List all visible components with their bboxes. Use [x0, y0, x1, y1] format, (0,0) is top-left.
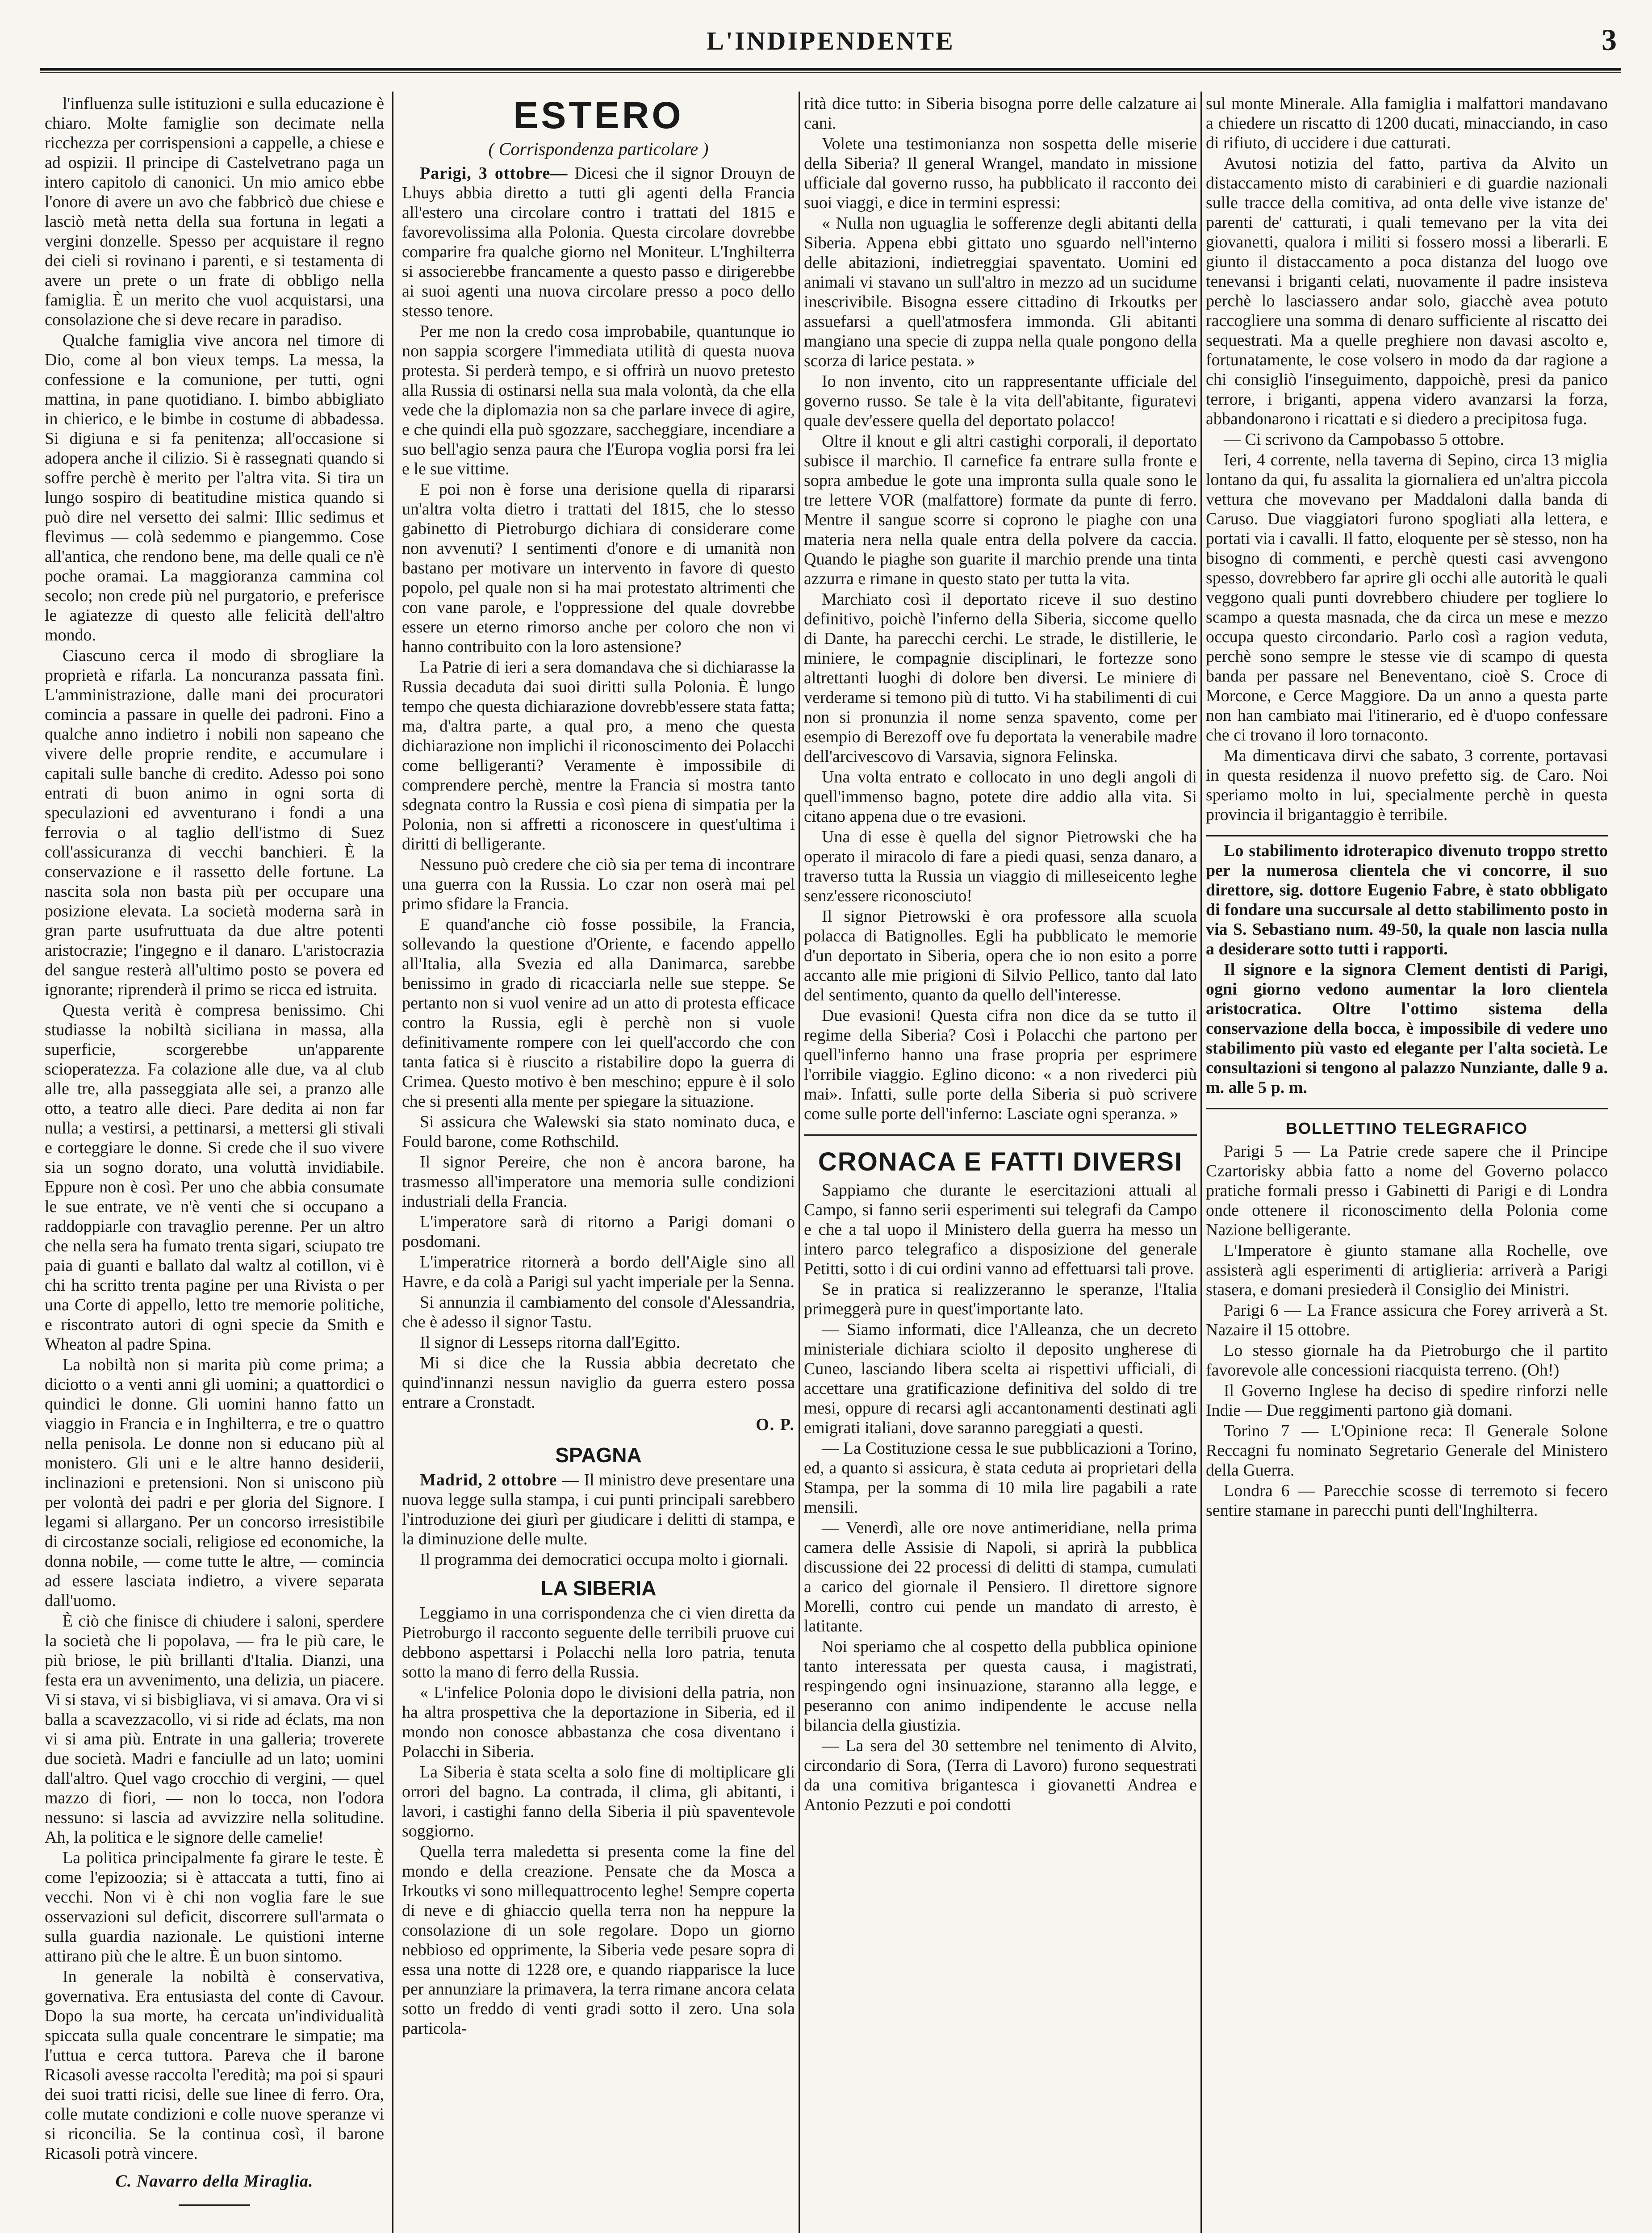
article-paragraph: Il programma dei democratici occupa molto i giornali. [420, 1550, 789, 1569]
article-paragraph: Volete una testimonianza non sospetta delle miserie della Siberia? Il general Wrangel, mandato in missione ufficiale dal governo russo, ha pubblicato il racconto dei suoi viaggi, e dice in termini espressi: [804, 134, 1197, 212]
column-rule [799, 92, 800, 2233]
article-paragraph: — Siamo informati, dice l'Alleanza, che un decreto ministeriale dichiara sciolto il deposito ungherese di Cuneo, lasciando libera scelta ai rispettivi ufficiali, di accettare una gratificazione definitiva del soldo di tre mesi, oppure di recarsi agli accantonamenti destinati agli emigrati italiani, dove saranno pareggiati a questi. [804, 1320, 1197, 1437]
article-paragraph: l'influenza sulle istituzioni e sulla educazione è chiaro. Molte famiglie son decimate nella ricchezza per corrispensioni a cappelle, a chiese e ad ospizii. Il principe di Castelvetrano paga un intero capitolo di canonici. Un mio amico ebbe l'onore di avere un avo che fabbricò due chiese e lasciò metà netta della sua fortuna in legati a vergini donzelle. Spesso per acquistare il regno dei cieli si rovinano i parenti, e si testamenta di avere un prete o un frate di obbligo nella famiglia. È un merito che vuol acquistarsi, una consolazione che si deve recare in paradiso. [45, 94, 384, 329]
article-paragraph: « L'infelice Polonia dopo le divisioni della patria, non ha altra prospettiva che la deportazione in Siberia, ed il mondo non conosce abbastanza che cosa diventano i Polacchi in Siberia. [402, 1683, 795, 1761]
article-author: C. Navarro della Miraglia. [115, 2172, 314, 2191]
article-paragraph: Questa verità è compresa benissimo. Chi studiasse la nobiltà siciliana in massa, alla superficie, scorgerebbe un'apparente scioperatezza. Fa colazione alle due, va al club alle tre, alla passeggiata alle sei, a pranzo alle otto, a teatro alle dieci. Pare dedita ai non far nulla; a vestirsi, a pettinarsi, a mettersi gli stivali e corteggiare le donne. Si crede che il suo vivere sia un sogno dorato, una voluttà invidiabile. Eppure non è così. Per uno che abbia consumate le sue entrate, ve n'è venti che si occupano a raddoppiarle con travaglio perenne. Per un altro che nella sera ha fumato trenta sigari, sciupato tre paia di guanti e ballato dal waltz al cotillon, vi è chi ha scritto trenta pagine per una Rivista o per una Corte di appello, letto tre memorie politiche, e riscontrato autori di ogni specie da Smith e Wheaton al padre Spina. [45, 1001, 384, 1354]
article-paragraph: Io non invento, cito un rappresentante ufficiale del governo russo. Se tale è la vita dell'abitante, figuratevi quale dev'essere quella del deportato polacco! [804, 372, 1197, 430]
article-paragraph: Se in pratica si realizzeranno le speranze, l'Italia primeggerà pure in quest'importante lato. [804, 1280, 1197, 1318]
article-paragraph: Si assicura che Walewski sia stato nominato duca, e Fould barone, come Rothschild. [402, 1112, 795, 1151]
dateline-madrid [402, 1470, 795, 1549]
article-paragraph: Sappiamo che durante le esercitazioni attuali al Campo, si fanno serii esperimenti sui telegrafi da Campo e che a tal uopo il Ministero della guerra ha messo un intero parco telegrafico a disposizione del generale Petitti, sotto i di cui ordini vanno ad effettuarsi tali prove. [804, 1181, 1197, 1278]
telegram-paragraph: Torino 7 — L'Opinione reca: Il Generale Solone Reccagni fu nominato Segretario Generale del Ministero della Guerra. [1206, 1422, 1608, 1480]
article-paragraph: In generale la nobiltà è conservativa, governativa. Era entusiasta del conte di Cavour. Dopo la sua morte, ha cercata un'individualità spiccata sulla quale concentrare le simpatie; ma l'uttua e cerca tuttora. Pareva che il barone Ricasoli avesse raccolta l'eredità; ma poi si spauri dei suoi tratti ricisi, delle sue linee di ferro. Ora, colle mutate condizioni e colle nuove speranze vi si riconcilia. Se la continua così, il barone Ricasoli potrà vincere. [45, 1967, 384, 2163]
article-paragraph: La nobiltà non si marita più come prima; a diciotto o a venti anni gli uomini; a quattordici o quindici le donne. Gli uomini hanno fatto un viaggio in Francia e in Inghilterra, e tre o quattro nella penisola. Le donne non si educano più al monistero. Gli uni e le altre hanno desiderii, inclinazioni e pretensioni. Non si uniscono più per volontà dei padri e per gloria del Signore. I legami si allargano. Per un concorso irresistibile di circostanze sociali, religiose ed economiche, la donna nobile, — come tutte le altre, — comincia ad essere lasciata indietro, a vivere separata dall'uomo. [45, 1355, 384, 1610]
article-paragraph: La Patrie di ieri a sera domandava che si dichiarasse la Russia decaduta dai suoi diritti sulla Polonia. È lungo tempo che questa dichiarazione dovrebb'essere stata fatta; ma, d'altra parte, a qual pro, a meno che questa dichiarazione non implichi il riconoscimento dei Polacchi come belligeranti? Veramente è impossibile di comprendere perchè, mentre la Francia si mostra tanto sdegnata contro la Russia e così piena di simpatia per la Polonia, non si affretti a riconoscere in quest'ultima i diritti di belligerante. [402, 658, 795, 853]
notice-paragraph: Il signore e la signora Clement dentisti di Parigi, ogni giorno vedono aumentar la loro clientela aristocratica. Oltre l'ottimo sistema della conservazione della bocca, è impossibile di vedere uno stabilimento più vasto ed elegante per l'alta società. Le consultazioni si tengono al palazzo Nunziante, dalle 9 a. m. alle 5 p. m. [1206, 960, 1608, 1097]
section-subtitle: ( Corrispondenza particolare ) [488, 139, 709, 159]
article-paragraph: rità dice tutto: in Siberia bisogna porre delle calzature ai cani. [804, 94, 1197, 133]
article-paragraph: Il ministro deve presentare una nuova legge sulla stampa, i cui punti principali sarebbero l'introduzione dei giurì per giudicare i delitti di stampa, e la diminuzione delle multe. [402, 1471, 795, 1548]
column-2-estero [402, 94, 795, 2233]
article-paragraph: — Venerdì, alle ore nove antimeridiane, nella prima camera delle Assisie di Napoli, si aprirà la pubblica discussione dei 22 processi di delitti di stampa, cumulati a carico del giornale il Pensiero. Il direttore signore Morelli, contro cui pende un mandato di arresto, è latitante. [804, 1518, 1197, 1635]
article-paragraph: — La sera del 30 settembre nel tenimento di Alvito, circondario di Sora, (Terra di Lavoro) furono sequestrati da una comitiva brigantesca i giovanetti Andrea e Antonio Pezzuti e poi condotti [804, 1736, 1197, 1814]
telegram-paragraph: Lo stesso giornale ha da Pietroburgo che il partito favorevole alle concessioni riacquista terreno. (Oh!) [1206, 1341, 1608, 1380]
article-paragraph: Mi si dice che la Russia abbia decretato che quind'innanzi nessun naviglio da guerra estero possa entrare a Cronstadt. [402, 1354, 795, 1412]
column-4-cronaca-bollettino [1206, 94, 1608, 2233]
article-paragraph: È ciò che finisce di chiudere i saloni, sperdere la società che li popolava, — fra le più care, le più briose, le più brillanti d'Italia. Dianzi, una festa era un avvenimento, una delizia, un piacere. Vi si stava, vi si bisbigliava, vi si amava. Ora vi si balla a scavezzacollo, vi si ride ad éclats, ma non vi si ama più. Entrate in una galleria; troverete due società. Madri e fanciulle ad un lato; uomini dall'altro. Quel vago crocchio di vergini, — quel mazzo di fiori, — non lo tocca, non l'odora nessuno: si lascia ad avvizzire nella solitudine. Ah, la politica e le signore delle camelie! [45, 1612, 384, 1847]
column-1-nobilta-article [45, 94, 384, 2233]
article-paragraph: Ma dimenticava dirvi che sabato, 3 corrente, portavasi in questa residenza il nuovo prefetto sig. de Caro. Noi speriamo molto in lui, specialmente perchè in questa provincia il brigantaggio è terribile. [1206, 746, 1608, 824]
section-title-siberia: LA SIBERIA [540, 1576, 657, 1600]
article-paragraph: « Nulla non uguaglia le sofferenze degli abitanti della Siberia. Appena ebbi gittato uno sguardo nell'interno delle abitazioni, indietreggiai spaventato. Uomini ed animali vi stavano un sull'altro in mezzo ad un sucidume inescrivibile. Bisogna essere cittadino di Irkoutks per assuefarsi a quell'atmosfera immonda. Gli abitanti mangiano una specie di zuppa nella quale pongono della scorza di larice pestata. » [804, 214, 1197, 370]
article-paragraph: Nessuno può credere che ciò sia per tema di incontrare una guerra con la Russia. Lo czar non oserà mai pel primo sfidare la Francia. [402, 855, 795, 913]
column-rule [1200, 92, 1202, 2233]
article-paragraph: Dicesi che il signor Drouyn de Lhuys abbia diretto a tutti gli agenti della Francia all'estero una circolare contro i trattati del 1815 e favorevolissima alla Polonia. Questa circolare dovrebbe comparire fra qualche giorno nel Moniteur. L'Inghilterra si associerebbe francamente a questo passo e dirigerebbe ai suoi agenti una nuova circolare presso a poco dello stesso tenore. [402, 164, 795, 320]
article-paragraph: Due evasioni! Questa cifra non dice da se tutto il regime della Siberia? Così i Polacchi che partono per quell'inferno hanno una frase propria per esprimere l'orribile viaggio. Eglino dicono: « a non rivederci più mai». Infatti, sulle porte della Siberia si può scrivere come sulle porte dell'inferno: Lasciate ogni speranza. » [804, 1006, 1197, 1123]
article-signature: O. P. [756, 1415, 795, 1434]
article-paragraph: L'imperatore sarà di ritorno a Parigi domani o posdomani. [402, 1213, 795, 1251]
article-paragraph: La politica principalmente fa girare le teste. È come l'epizoozia; si è attaccata a tutti, fino ai vecchi. Non vi è chi non voglia fare le sue osservazioni sul deficit, discorrere sull'armata o sulla guardia nazionale. Le quistioni interne attirano più che le altre. È un buon sintomo. [45, 1848, 384, 1965]
article-paragraph: Ciascuno cerca il modo di sbrogliare la proprietà e rifarla. La noncuranza passata finì. L'amministrazione, dalle mani dei procuratori comincia a passare in quelle dei padroni. Fino a qualche anno indietro i nobili non sapeano che vivere delle proprie rendite, e accumulare i capitali sulle banche di credito. Adesso poi sono entrati di buon animo in ogni sorta di speculazioni ed avventurano i fondi a una ferrovia o al taglio dell'istmo di Suez coll'assicuranza di vecchi banchieri. È la conservazione e il rassetto delle fortune. La nascita sola non basta più per occupare una posizione elevata. La società moderna sarà in gran parte usufruttuata da due altre potenti aristocrazie; l'ingegno e il danaro. L'aristocrazia del sangue resterà all'ultimo posto se povera ed ignorante; riprenderà il primo se ricca ed istruita. [45, 646, 384, 999]
masthead-title: L'INDIPENDENTE [707, 26, 955, 55]
dateline-label: Madrid, 2 ottobre — [420, 1471, 580, 1489]
article-paragraph: Il signor Pereire, che non è ancora barone, ha trasmesso all'imperatore una memoria sulle condizioni industriali della Francia. [402, 1153, 795, 1211]
article-paragraph: sul monte Minerale. Alla famiglia i malfattori mandavano a chiedere un riscatto di 1200 ducati, minacciando, in caso di rifiuto, di uccidere i due catturati. [1206, 94, 1608, 152]
article-paragraph: Ieri, 4 corrente, nella taverna di Sepino, circa 13 miglia lontano da qui, fu assalita la giornaliera ed un'altra piccola vettura che movevano per Maddaloni dalla banda di Caruso. Due viaggiatori furono spogliati alla lettera, e portati via i cavalli. Il fatto, eloquente per sè stesso, non ha bisogno di commenti, e perchè questi casi avvengono spesso, dovrebbero far aprire gli occhi alle autorità le quali veggono quali punti dovrebbero chiudere per togliere lo scampo a questa masnada, che da circa un mese e mezzo occupa questo circondario. Parlo così a ragion veduta, perchè sono sempre le stesse vie di scampo di questa banda per passare nel Beneventano, cioè S. Croce di Morcone, e Cerce Maggiore. Da un anno a questa parte non han cambiato mai l'itinerario, ed è d'uopo confessare che ci trovano il loro tornaconto. [1206, 451, 1608, 744]
article-paragraph: Il signor Pietrowski è ora professore alla scuola polacca di Batignolles. Egli ha pubblicato le memorie d'un deportato in Siberia, opera che io non esito a porre accanto alle mie prigioni di Silvio Pellico, tanto dal lato del sentimento, quanto da quello dell'interesse. [804, 907, 1197, 1004]
article-paragraph: Una volta entrato e collocato in uno degli angoli di quell'immenso bagno, potete dire addio alla vita. Si citano appena due o tre evasioni. [804, 768, 1197, 826]
section-divider [804, 1134, 1197, 1136]
article-paragraph: Qualche famiglia vive ancora nel timore di Dio, come al bon vieux temps. La messa, la confessione e la comunione, per tutti, ogni mattina, in pane quotidiano. I. bimbo abbigliato in chierico, e le bimbe in costume di abbadessa. Si digiuna e si fa penitenza; all'occasione si adopera anche il cilizio. Si è rassegnati quando si soffre perchè è merito per l'altra vita. Si tira un lungo sospiro di beatitudine misticа quando si può dire nel versetto dei salmi: Illic sedimus et flevimus — colà sedemmo e piangemmo. Cose all'antica, che rendono bene, ma delle quali ce n'è poche oramai. La maggioranza cammina col secolo; non crede più nel purgatorio, e preferisce le agiatezze di questo alle felicità dell'altro mondo. [45, 331, 384, 644]
page-number: 3 [1602, 23, 1617, 57]
telegram-paragraph: Parigi 5 — La Patrie crede sapere che il Principe Czartorisky abbia fatto a nome del Governo polacco pratiche formali presso i Gabinetti di Parigi e di Londra onde ottenere il riconoscimento della Polonia come Nazione belligerante. [1206, 1142, 1608, 1239]
column-3-siberia-cronaca [804, 94, 1197, 2233]
article-paragraph: Avutosi notizia del fatto, partiva da Alvito un distaccamento misto di carabinieri e di guardie nazionali sulle tracce della comitiva, ad onta delle vive istanze de' parenti de' catturati, i quali temevano per la vita dei giovanetti, qualora i militi si fossero mossi a liberarli. E giunto il distaccamento a poca distanza del luogo ove tenevansi i briganti celati, nuovamente il padre insisteva perchè lo lasciassero andar solo, giacchè avea potuto raccogliere una somma di denaro sufficiente al riscatto dei sequestrati. Ma a quelle preghiere non davasi ascolto e, fortunatamente, le cose volsero in modo da dar ragione a chi consigliò l'inseguimento, dappoichè, presi da panico terrore, i briganti, appena videro avanzarsi la forza, abbandonarono i ricattati e si diedero a precipitosa fuga. [1206, 154, 1608, 428]
article-paragraph: Una di esse è quella del signor Pietrowski che ha operato il miracolo di fare a piedi quasi, senza danaro, a traverso tutta la Russia un viaggio di milleseicento leghe senz'essere riconosciuto! [804, 828, 1197, 905]
header-rule [40, 68, 1621, 73]
section-divider [1206, 835, 1608, 836]
section-divider [1206, 1108, 1608, 1109]
article-paragraph: Marchiato così il deportato riceve il suo destino definitivo, poichè l'inferno della Siberia, siccome quello di Dante, ha parecchi cerchi. Le strade, le distillerie, le miniere, le compagnie disciplinari, le fortezze sono altrettanti luoghi di dolore ben diversi. Le miniere di verderame si temono più di tutto. Vi ha stabilimenti di cui non si pronunzia il nome senza spavento, come per esempio di Berezoff ove fu deportata la venerabile madre dell'arcivescovo di Varsavia, signora Felinska. [804, 590, 1197, 766]
telegram-paragraph: Il Governo Inglese ha deciso di spedire rinforzi nelle Indie — Due reggimenti partono già domani. [1206, 1381, 1608, 1420]
column-rule [392, 92, 393, 2233]
telegram-paragraph: Parigi 6 — La France assicura che Forey arriverà a St. Nazaire il 15 ottobre. [1206, 1301, 1608, 1339]
section-title-cronaca: CRONACA E FATTI DIVERSI [818, 1147, 1183, 1176]
section-title-spagna: SPAGNA [555, 1443, 642, 1467]
article-paragraph: Il signor di Lesseps ritorna dall'Egitto. [420, 1333, 681, 1352]
page-header [40, 18, 1621, 71]
article-paragraph: Leggiamo in una corrispondenza che ci vien diretta da Pietroburgo il racconto seguente delle terribili pruove cui debbono aspettarsi i Polacchi nella loro patria, tenuta sotto la mano di ferro della Russia. [402, 1604, 795, 1681]
article-paragraph: Noi speriamo che al cospetto della pubblica opinione tanto interessata per questa causa, i magistrati, respingendo ogni insinuazione, staranno alla legge, e peseranno con animo indipendente le accuse nella bilancia della giustizia. [804, 1637, 1197, 1735]
article-paragraph: E poi non è forse una derisione quella di ripararsi un'altra volta dietro i trattati del 1815, che lo stesso gabinetto di Pietroburgo dichiara di considerare come non avvenuti? I sentimenti d'onore e di umanità non bastano per motivare un intervento in favore di questo popolo, pel quale non si ha mai protestato altrimenti che con vane parole, e l'oppressione del quale dovrebbe essere un eterno rimorso anche per coloro che non vi hanno contribuito con la loro astensione? [402, 480, 795, 656]
article-paragraph: L'imperatrice ritornerà a bordo dell'Aigle sino all Havre, e da colà a Parigi sul yacht imperiale per la Senna. [402, 1253, 795, 1291]
telegram-paragraph: Londra 6 — Parecchie scosse di terremoto si fecero sentire stamane in parecchi punti dell'Inghilterra. [1206, 1481, 1608, 1520]
article-paragraph: La Siberia è stata scelta a solo fine di moltiplicare gli orrori del bagno. La contrada, il clima, gli abitanti, i lavori, i castighi fanno della Siberia il più spaventevole soggiorno. [402, 1763, 795, 1840]
dateline-paris [402, 163, 795, 321]
section-title-bollettino: BOLLETTINO TELEGRAFICO [1286, 1119, 1528, 1137]
article-paragraph: Oltre il knout e gli altri castighi corporali, il deportato subisce il marchio. Il carnefice fa entrare sulla fronte e sopra ambedue le gote una impronta sulla quale sono le tre lettere VOR (malfattore) formate da punte di ferro. Mentre il sangue scorre si coprono le piaghe con una materia nera nella quale entra della polvere da caccia. Quando le piaghe son guarite il marchio prende una tinta azzurra e rimane in questo stato per tutta la vita. [804, 432, 1197, 588]
telegram-paragraph: L'Imperatore è giunto stamane alla Rochelle, ove assisterà agli esperimenti di artiglieria: arriverà a Parigi stasera, e domani presiederà il Consiglio dei Ministri. [1206, 1241, 1608, 1299]
section-title-estero: ESTERO [513, 94, 684, 136]
article-paragraph: — La Costituzione cessa le sue pubblicazioni a Torino, ed, a quanto si assicura, è stata ceduta ai proprietari della Stampa, per la somma di 10 mila lire pagabili a rate mensili. [804, 1439, 1197, 1517]
article-paragraph: Per me non la credo cosa improbabile, quantunque io non sappia scorgere l'immediata utilità di questa nuova protesta. Si perderà tempo, e si offrirà un nuovo pretesto alla Russia di ostinarsi nella sua mala volontà, da che ella vede che la diplomazia non sa che parlare invece di agire, e che quindi ella può sgozzare, saccheggiare, incendiare a suo bell'agio senza paura che l'Europa voglia porsi fra lei e le sue vittime. [402, 322, 795, 478]
dateline-label: Parigi, 3 ottobre— [420, 164, 568, 183]
article-paragraph: — Ci scrivono da Campobasso 5 ottobre. [1224, 430, 1504, 449]
notice-paragraph: Lo stabilimento idroterapico divenuto troppo stretto per la numerosa clientela che vi concorre, il suo direttore, sig. dottore Eugenio Fabre, è stato obbligato di fondare una succursale al detto stabilimento posto in via S. Sebastiano num. 49-50, la quale non lascia nulla a desiderare sotto tutti i rapporti. [1206, 841, 1608, 958]
article-paragraph: Si annunzia il cambiamento del console d'Alessandria, che è adesso il signor Tastu. [402, 1293, 795, 1331]
section-divider [179, 2204, 250, 2206]
article-paragraph: Quella terra maledetta si presenta come la fine del mondo e della creazione. Pensate che da Mosca a Irkoutks vi sono millequattrocento leghe! Sempre coperta di neve e di ghiaccio quella terra non ha neppure la consolazione di un sole regolare. Dopo un giorno nebbioso ed opprimente, la Siberia vede pesare sopra di essa una notte di 1228 ore, e quando riapparisce la luce per annunziare la primavera, la terra rimane ancora celata sotto un freddo di venti gradi sotto il zero. Una sola particola- [402, 1842, 795, 2038]
article-paragraph: E quand'anche ciò fosse possibile, la Francia, sollevando la questione d'Oriente, e facendo appello all'Italia, alla Svezia ed alla Danimarca, sarebbe benissimo in grado di ricacciarla nelle sue steppe. Se pertanto non si vuol venire ad un atto di protesta efficace contro la Russia, egli è perchè non si vuole definitivamente rompere con lei quell'accordo che con tanta fatica si è riuscito a ristabilire dopo la guerra di Crimea. Questo motivo è ben meschino; eppure è il solo che si presenti alla mente per spiegare la situazione. [402, 915, 795, 1111]
